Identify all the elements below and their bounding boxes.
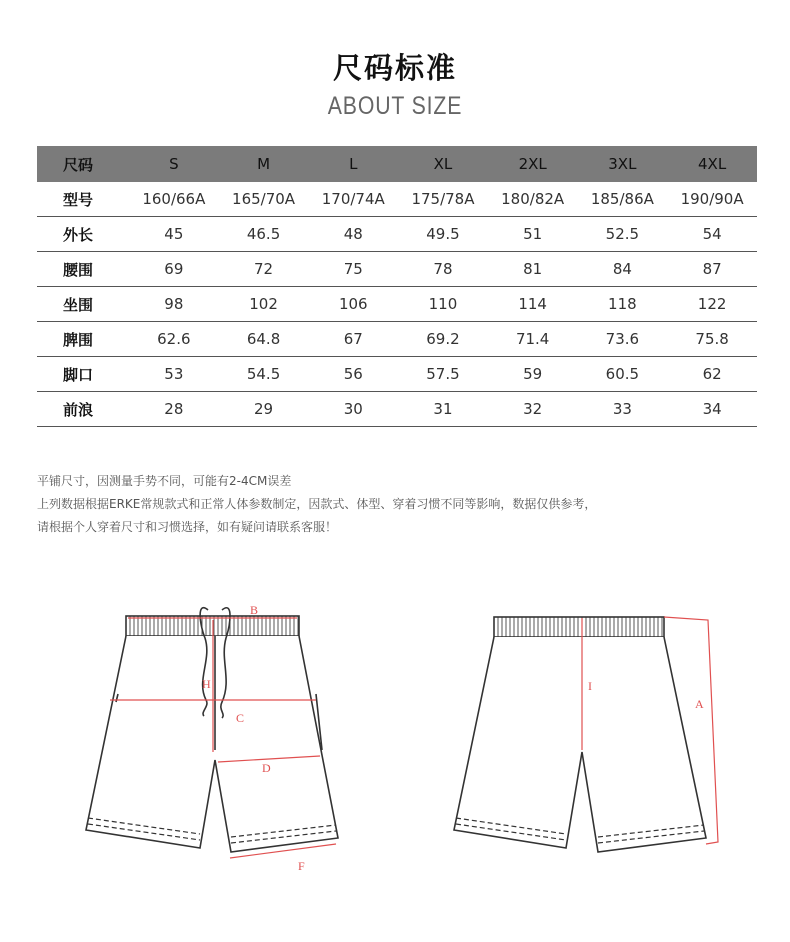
table-cell: 32: [488, 392, 578, 427]
table-cell: 53: [129, 357, 219, 392]
size-header-row: [37, 146, 757, 182]
table-row: [37, 392, 757, 427]
table-cell: 160/66A: [129, 182, 219, 217]
back-shorts-drawing: [454, 617, 706, 852]
table-cell: 56: [308, 357, 398, 392]
row-label: 脚口: [37, 357, 129, 392]
table-row: [37, 182, 757, 217]
table-cell: 87: [667, 252, 757, 287]
table-cell: 165/70A: [219, 182, 309, 217]
table-cell: 102: [219, 287, 309, 322]
table-cell: 28: [129, 392, 219, 427]
label-F: F: [298, 859, 305, 873]
table-cell: 59: [488, 357, 578, 392]
label-D: D: [262, 761, 271, 775]
table-cell: 75: [308, 252, 398, 287]
table-cell: 122: [667, 287, 757, 322]
table-cell: 29: [219, 392, 309, 427]
table-cell: 106: [308, 287, 398, 322]
table-cell: 185/86A: [578, 182, 668, 217]
table-cell: 45: [129, 217, 219, 252]
table-cell: 49.5: [398, 217, 488, 252]
table-cell: 110: [398, 287, 488, 322]
page-subtitle: ABOUT SIZE: [327, 92, 463, 120]
table-cell: 33: [578, 392, 668, 427]
size-header-cell: L: [308, 146, 398, 182]
table-cell: 175/78A: [398, 182, 488, 217]
table-row: [37, 357, 757, 392]
table-cell: 72: [219, 252, 309, 287]
table-cell: 71.4: [488, 322, 578, 357]
header-label: 尺码: [37, 146, 129, 182]
front-shorts-outline: [86, 636, 338, 852]
size-notes: [37, 470, 757, 539]
table-cell: 46.5: [219, 217, 309, 252]
table-cell: 69.2: [398, 322, 488, 357]
size-header-cell: M: [219, 146, 309, 182]
row-label: 坐围: [37, 287, 129, 322]
label-H: H: [202, 677, 211, 691]
size-header-cell: 3XL: [578, 146, 668, 182]
row-label: 外长: [37, 217, 129, 252]
table-cell: 190/90A: [667, 182, 757, 217]
table-cell: 118: [578, 287, 668, 322]
table-row: [37, 322, 757, 357]
size-header-cell: 2XL: [488, 146, 578, 182]
row-label: 型号: [37, 182, 129, 217]
row-label: 前浪: [37, 392, 129, 427]
table-cell: 48: [308, 217, 398, 252]
table-cell: 69: [129, 252, 219, 287]
table-cell: 114: [488, 287, 578, 322]
label-A: A: [695, 697, 704, 711]
back-shorts-outline: [454, 637, 706, 852]
table-cell: 67: [308, 322, 398, 357]
size-header-cell: 4XL: [667, 146, 757, 182]
table-cell: 52.5: [578, 217, 668, 252]
table-row: [37, 252, 757, 287]
table-cell: 64.8: [219, 322, 309, 357]
label-B: B: [250, 603, 259, 617]
label-I: I: [588, 679, 592, 693]
table-cell: 98: [129, 287, 219, 322]
table-cell: 31: [398, 392, 488, 427]
table-cell: 73.6: [578, 322, 668, 357]
size-header-cell: S: [129, 146, 219, 182]
table-cell: 75.8: [667, 322, 757, 357]
label-C: C: [236, 711, 245, 725]
table-cell: 54.5: [219, 357, 309, 392]
table-cell: 62: [667, 357, 757, 392]
table-cell: 180/82A: [488, 182, 578, 217]
size-chart-table: [37, 146, 757, 427]
table-cell: 34: [667, 392, 757, 427]
table-row: [37, 287, 757, 322]
row-label: 脾围: [37, 322, 129, 357]
table-cell: 62.6: [129, 322, 219, 357]
table-cell: 78: [398, 252, 488, 287]
measurement-diagram: [0, 590, 790, 890]
front-shorts-drawing: [86, 608, 338, 852]
note-line: 上列数据根据ERKE常规款式和正常人体参数制定，因款式、体型、穿着习惯不同等影响，数据仅供参考，: [37, 497, 597, 511]
table-cell: 51: [488, 217, 578, 252]
table-cell: 57.5: [398, 357, 488, 392]
table-cell: 30: [308, 392, 398, 427]
row-label: 腰围: [37, 252, 129, 287]
back-waistband: [494, 617, 664, 637]
table-cell: 170/74A: [308, 182, 398, 217]
table-cell: 54: [667, 217, 757, 252]
table-row: [37, 217, 757, 252]
page-title: 尺码标准: [332, 51, 457, 85]
table-cell: 60.5: [578, 357, 668, 392]
note-line: 平铺尺寸，因测量手势不同，可能有2-4CM误差: [37, 474, 292, 488]
size-header-cell: XL: [398, 146, 488, 182]
table-cell: 81: [488, 252, 578, 287]
table-cell: 84: [578, 252, 668, 287]
note-line: 请根据个人穿着尺寸和习惯选择，如有疑问请联系客服！: [37, 520, 338, 534]
